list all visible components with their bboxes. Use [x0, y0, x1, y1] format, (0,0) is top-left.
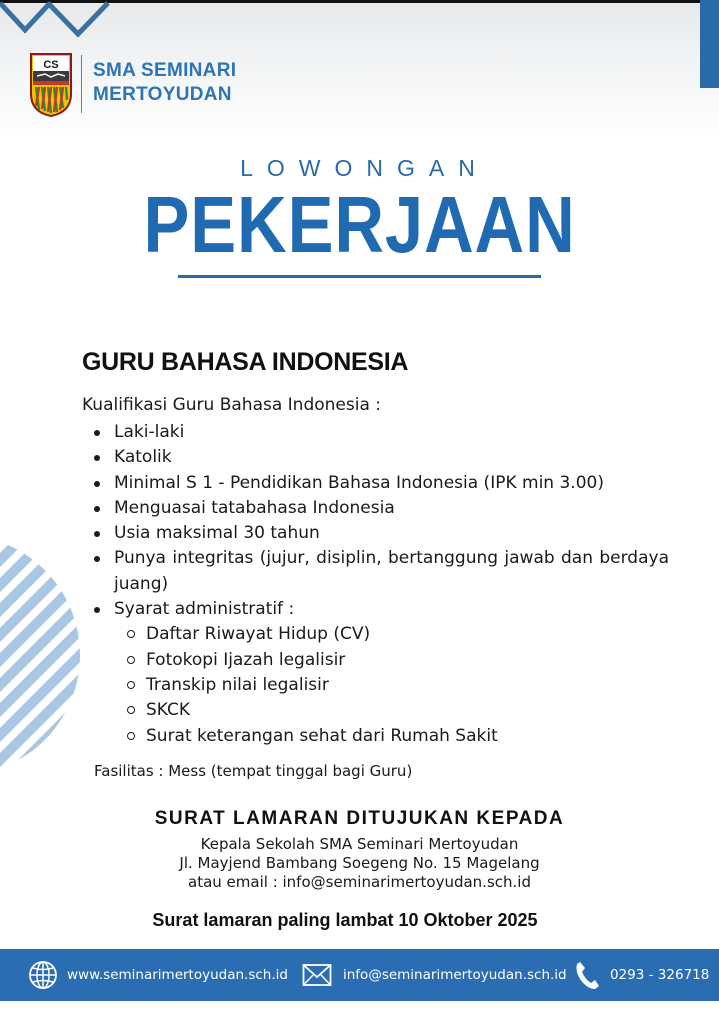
requirements-list [92, 420, 669, 749]
list-item: Menguasai tatabahasa Indonesia [92, 496, 669, 521]
sub-list-item: Daftar Riwayat Hidup (CV) [114, 622, 669, 647]
sub-list-item: Surat keterangan sehat dari Rumah Sakit [114, 724, 669, 749]
logo-initials: CS [43, 59, 59, 71]
list-item: Laki-laki [92, 420, 669, 445]
deadline: Surat lamaran paling lambat 10 Oktober 2025 [152, 910, 538, 930]
heading-underline [178, 275, 541, 278]
globe-icon [28, 960, 58, 990]
sub-list-item: Transkip nilai legalisir [114, 673, 669, 698]
list-item: Minimal S 1 - Pendidikan Bahasa Indonesia (IPK min 3.00) [92, 471, 669, 496]
school-name [93, 59, 236, 107]
email-link[interactable]: info@seminarimertoyudan.sch.id [343, 967, 567, 983]
website-link[interactable]: www.seminarimertoyudan.sch.id [67, 967, 288, 983]
school-name-line2: MERTOYUDAN [93, 84, 232, 105]
application-address [0, 835, 719, 892]
admin-requirements-label: Syarat administratif : [114, 599, 295, 620]
sub-list-item: SKCK [114, 698, 669, 723]
list-item: Punya integritas (jujur, disiplin, bertanggung jawab dan berdaya juang) [92, 546, 669, 597]
heading-small: LOWONGAN [240, 155, 489, 181]
qualification-intro: Kualifikasi Guru Bahasa Indonesia : [82, 395, 382, 415]
list-item: Usia maksimal 30 tahun [92, 521, 669, 546]
footer-website[interactable] [28, 949, 288, 1001]
address-line: Jl. Mayjend Bambang Soegeng No. 15 Magelang [179, 854, 540, 872]
address-line: atau email : info@seminarimertoyudan.sch.id [188, 873, 531, 891]
footer-email[interactable] [302, 949, 567, 1001]
logo-divider [81, 55, 82, 113]
school-logo [28, 50, 74, 118]
admin-requirements-list [114, 622, 669, 748]
list-item: Katolik [92, 445, 669, 470]
footer-bar [0, 949, 719, 1001]
stripe-decoration [0, 520, 90, 790]
footer-phone[interactable] [574, 949, 709, 1001]
phone-number[interactable]: 0293 - 326718 [610, 967, 710, 983]
chevron-decoration [0, 0, 120, 40]
address-line: Kepala Sekolah SMA Seminari Mertoyudan [200, 835, 519, 853]
heading-big: PEKERJAAN [143, 180, 576, 269]
mail-icon [302, 963, 332, 987]
job-title: GURU BAHASA INDONESIA [82, 348, 409, 376]
phone-icon [574, 960, 600, 990]
sub-list-item: Fotokopi Ijazah legalisir [114, 648, 669, 673]
list-item-admin [92, 597, 669, 749]
school-name-line1: SMA SEMINARI [93, 60, 237, 81]
corner-accent-bar [700, 0, 719, 88]
application-heading: SURAT LAMARAN DITUJUKAN KEPADA [154, 808, 565, 829]
facilities: Fasilitas : Mess (tempat tinggal bagi Guru) [94, 762, 413, 780]
